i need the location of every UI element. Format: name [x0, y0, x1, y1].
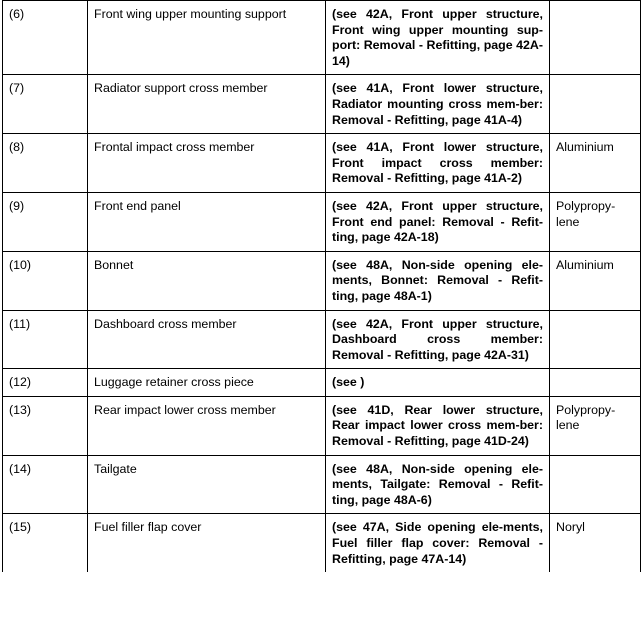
reference-cell: (see 41A, Front lower structure, Radiator mounting cross mem-ber: Removal - Refitting, page 41A-4) — [326, 75, 550, 134]
material-cell: Aluminium — [550, 134, 641, 193]
item-number-cell: (14) — [3, 455, 88, 514]
table-row — [3, 396, 641, 455]
material-cell — [550, 75, 641, 134]
table-row — [3, 192, 641, 251]
reference-cell: (see 48A, Non-side opening ele-ments, Tailgate: Removal - Refit-ting, page 48A-6) — [326, 455, 550, 514]
item-number-cell: (9) — [3, 192, 88, 251]
reference-cell: (see 41A, Front lower structure, Front impact cross member: Removal - Refitting, page 41A-2) — [326, 134, 550, 193]
reference-cell: (see 42A, Front upper structure, Front wing upper mounting sup-port: Removal - Refitting, page 42A-14) — [326, 1, 550, 75]
table-row — [3, 369, 641, 397]
component-name-cell: Bonnet — [88, 251, 326, 310]
item-number-cell: (11) — [3, 310, 88, 369]
item-number-cell: (7) — [3, 75, 88, 134]
component-name-cell: Radiator support cross member — [88, 75, 326, 134]
component-name-cell: Luggage retainer cross piece — [88, 369, 326, 397]
component-name-cell: Frontal impact cross member — [88, 134, 326, 193]
material-cell — [550, 455, 641, 514]
component-name-cell: Rear impact lower cross member — [88, 396, 326, 455]
item-number-cell: (13) — [3, 396, 88, 455]
table-row — [3, 455, 641, 514]
reference-cell: (see 41D, Rear lower structure, Rear impact lower cross mem-ber: Removal - Refitting, page 41D-24) — [326, 396, 550, 455]
component-name-cell: Fuel filler flap cover — [88, 514, 326, 572]
reference-cell: (see 42A, Front upper structure, Front end panel: Removal - Refit-ting, page 42A-18) — [326, 192, 550, 251]
material-cell — [550, 1, 641, 75]
table-row — [3, 251, 641, 310]
material-cell: Aluminium — [550, 251, 641, 310]
table-row — [3, 75, 641, 134]
component-name-cell: Tailgate — [88, 455, 326, 514]
item-number-cell: (15) — [3, 514, 88, 572]
material-cell: Noryl — [550, 514, 641, 572]
component-name-cell: Front wing upper mounting support — [88, 1, 326, 75]
material-cell: Polypropy-lene — [550, 192, 641, 251]
reference-cell: (see 48A, Non-side opening ele-ments, Bonnet: Removal - Refit-ting, page 48A-1) — [326, 251, 550, 310]
parts-table — [2, 0, 641, 572]
material-cell — [550, 369, 641, 397]
material-cell: Polypropy-lene — [550, 396, 641, 455]
reference-cell: (see 47A, Side opening ele-ments, Fuel filler flap cover: Removal - Refitting, page 47A-14) — [326, 514, 550, 572]
reference-cell: (see ) — [326, 369, 550, 397]
parts-table-body — [3, 1, 641, 573]
table-row — [3, 134, 641, 193]
component-name-cell: Front end panel — [88, 192, 326, 251]
item-number-cell: (12) — [3, 369, 88, 397]
table-row — [3, 1, 641, 75]
reference-cell: (see 42A, Front upper structure, Dashboard cross member: Removal - Refitting, page 42A-31) — [326, 310, 550, 369]
table-row — [3, 514, 641, 572]
item-number-cell: (6) — [3, 1, 88, 75]
item-number-cell: (8) — [3, 134, 88, 193]
item-number-cell: (10) — [3, 251, 88, 310]
material-cell — [550, 310, 641, 369]
table-row — [3, 310, 641, 369]
component-name-cell: Dashboard cross member — [88, 310, 326, 369]
